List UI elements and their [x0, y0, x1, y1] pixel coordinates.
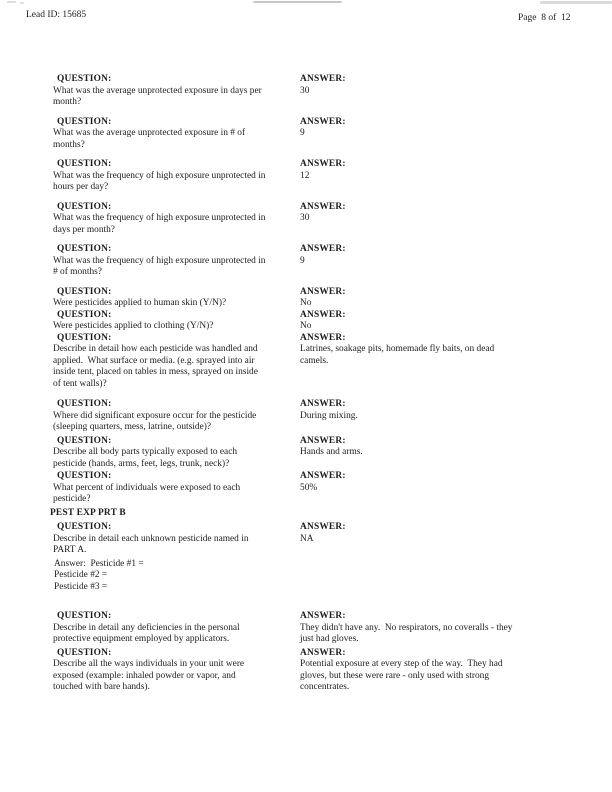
- qa-row: [53, 471, 577, 506]
- answer-column: [300, 522, 577, 593]
- answer-label: ANSWER:: [300, 399, 346, 409]
- question-text-line: Were pesticides applied to clothing (Y/N)?: [53, 321, 214, 331]
- answer-column: [300, 333, 577, 391]
- question-column: [53, 287, 300, 310]
- question-text-line: PART A.: [53, 545, 87, 555]
- answer-text-line: 12: [300, 170, 310, 181]
- section-header: PEST EXP PRT B: [50, 507, 126, 518]
- answer-label: ANSWER:: [300, 286, 346, 297]
- scan-artifact: [20, 2, 24, 4]
- question-label: QUESTION:: [57, 435, 112, 446]
- answer-label: ANSWER:: [300, 611, 346, 621]
- qa-row: [53, 244, 577, 279]
- answer-column: [300, 117, 577, 152]
- answer-text-line: No: [300, 298, 312, 308]
- question-column: [53, 471, 300, 506]
- question-label: QUESTION:: [57, 309, 112, 320]
- scan-artifact: [7, 1, 16, 3]
- answer-column: [300, 310, 577, 333]
- qa-row: [53, 436, 577, 471]
- question-text-line: hours per day?: [53, 182, 109, 192]
- answer-label: ANSWER:: [300, 435, 346, 446]
- question-label: QUESTION:: [57, 399, 112, 409]
- answer-text-line: They didn't have any. No respirators, no coveralls - they: [300, 622, 513, 633]
- question-text-line: months?: [53, 139, 85, 150]
- answer-label: ANSWER:: [300, 309, 346, 320]
- question-text-line: touched with bare hands).: [53, 682, 150, 692]
- question-text-line: What was the frequency of high exposure unprotected in: [53, 170, 266, 181]
- answer-text-line: NA: [300, 533, 314, 544]
- question-label: QUESTION:: [57, 611, 112, 621]
- question-text-line: # of months?: [53, 267, 102, 277]
- qa-row: [53, 287, 577, 310]
- question-text-line: pesticide?: [53, 494, 91, 504]
- answer-label: ANSWER:: [300, 116, 346, 127]
- answer-text-line: just had gloves.: [300, 634, 359, 644]
- question-column: [53, 648, 300, 694]
- answer-text-line: 9: [300, 255, 305, 266]
- qa-row: [53, 310, 577, 333]
- answer-label: ANSWER:: [300, 647, 346, 658]
- question-column: [53, 436, 300, 471]
- question-column: [53, 117, 300, 152]
- answer-label: ANSWER:: [300, 332, 346, 343]
- answer-column: [300, 287, 577, 310]
- document-body: [50, 74, 577, 694]
- answer-column: [300, 648, 577, 694]
- question-label: QUESTION:: [57, 332, 112, 343]
- qa-row: [53, 611, 577, 646]
- pesticide-answer-line: Pesticide #2 =: [54, 570, 108, 580]
- answer-column: [300, 159, 577, 194]
- question-text-line: What was the frequency of high exposure unprotected in: [53, 255, 266, 266]
- question-text-line: What was the frequency of high exposure unprotected in: [53, 213, 266, 223]
- page-number-header: Page 8 of 12: [518, 13, 571, 23]
- question-label: QUESTION:: [57, 647, 112, 658]
- answer-text-line: camels.: [300, 355, 329, 366]
- answer-label: ANSWER:: [300, 201, 346, 212]
- qa-row: [53, 333, 577, 391]
- question-text-line: Were pesticides applied to human skin (Y/N)?: [53, 298, 227, 308]
- question-text-line: Where did significant exposure occur for the pesticide: [53, 410, 257, 421]
- question-column: [53, 244, 300, 279]
- qa-row: [53, 399, 577, 434]
- question-text-line: Describe in detail any deficiencies in the personal: [53, 622, 240, 633]
- question-text-line: pesticide (hands, arms, feet, legs, trunk, neck)?: [53, 458, 230, 469]
- answer-label: ANSWER:: [300, 471, 346, 481]
- qa-row: [53, 202, 577, 237]
- question-text-line: of tent walls)?: [53, 378, 107, 389]
- question-text-line: days per month?: [53, 224, 115, 235]
- question-label: QUESTION:: [57, 244, 112, 254]
- question-column: [53, 333, 300, 391]
- answer-text-line: 9: [300, 128, 305, 138]
- lead-id-header: Lead ID: 15685: [26, 10, 87, 20]
- question-column: [53, 74, 300, 109]
- qa-row: [53, 648, 577, 694]
- question-text-line: (sleeping quarters, mess, latrine, outside)?: [53, 422, 212, 432]
- question-label: QUESTION:: [57, 201, 112, 212]
- answer-text-line: 50%: [300, 482, 318, 493]
- answer-text-line: concentrates.: [300, 682, 350, 692]
- answer-label: ANSWER:: [300, 244, 346, 254]
- answer-label: ANSWER:: [300, 522, 346, 532]
- qa-row: [53, 522, 577, 593]
- question-column: [53, 159, 300, 194]
- question-text-line: What was the average unprotected exposure in # of: [53, 128, 246, 138]
- answer-text-line: Potential exposure at every step of the way. They had: [300, 659, 503, 669]
- answer-column: [300, 611, 577, 646]
- question-label: QUESTION:: [57, 471, 112, 481]
- answer-column: [300, 471, 577, 506]
- scan-artifact: [540, 1, 612, 4]
- question-text-line: Describe in detail how each pesticide was handled and: [53, 344, 258, 354]
- pesticide-answer-line: Pesticide #3 =: [54, 581, 108, 592]
- answer-text-line: During mixing.: [300, 410, 358, 421]
- question-label: QUESTION:: [57, 286, 112, 297]
- question-label: QUESTION:: [57, 116, 112, 127]
- question-text-line: protective equipment employed by applicators.: [53, 634, 230, 644]
- answer-text-line: gloves, but these were rare - only used with strong: [300, 670, 490, 681]
- question-text-line: inside tent, placed on tables in mess, sprayed on inside: [53, 367, 258, 377]
- question-column: [53, 522, 300, 593]
- answer-text-line: Latrines, soakage pits, homemade fly baits, on dead: [300, 344, 495, 354]
- question-label: QUESTION:: [57, 522, 112, 532]
- answer-text-line: 30: [300, 213, 310, 223]
- question-text-line: What was the average unprotected exposure in days per: [53, 85, 262, 96]
- qa-row: [53, 74, 577, 109]
- answer-text-line: 30: [300, 85, 310, 96]
- answer-column: [300, 244, 577, 279]
- answer-column: [300, 436, 577, 471]
- answer-column: [300, 74, 577, 109]
- answer-column: [300, 399, 577, 434]
- question-text-line: What percent of individuals were exposed to each: [53, 482, 241, 493]
- answer-text-line: Hands and arms.: [300, 447, 363, 457]
- question-label: QUESTION:: [57, 74, 112, 84]
- qa-row: [53, 159, 577, 194]
- question-label: QUESTION:: [57, 159, 112, 169]
- question-text-line: Describe all body parts typically exposed to each: [53, 447, 238, 457]
- answer-column: [300, 202, 577, 237]
- question-text-line: Describe all the ways individuals in your unit were: [53, 659, 245, 669]
- pesticide-answer-line: Answer: Pesticide #1 =: [54, 558, 144, 569]
- question-text-line: applied. What surface or media. (e.g. sprayed into air: [53, 355, 255, 366]
- qa-row: [53, 117, 577, 152]
- question-text-line: Describe in detail each unknown pesticide named in: [53, 533, 249, 544]
- question-column: [53, 399, 300, 434]
- answer-label: ANSWER:: [300, 159, 346, 169]
- question-column: [53, 310, 300, 333]
- answer-text-line: No: [300, 321, 312, 331]
- question-text-line: month?: [53, 97, 82, 107]
- answer-label: ANSWER:: [300, 74, 346, 84]
- question-column: [53, 611, 300, 646]
- question-column: [53, 202, 300, 237]
- question-text-line: exposed (example: inhaled powder or vapor, and: [53, 670, 236, 681]
- pesticide-answer-lines: [54, 559, 300, 594]
- scan-artifact: [253, 1, 342, 3]
